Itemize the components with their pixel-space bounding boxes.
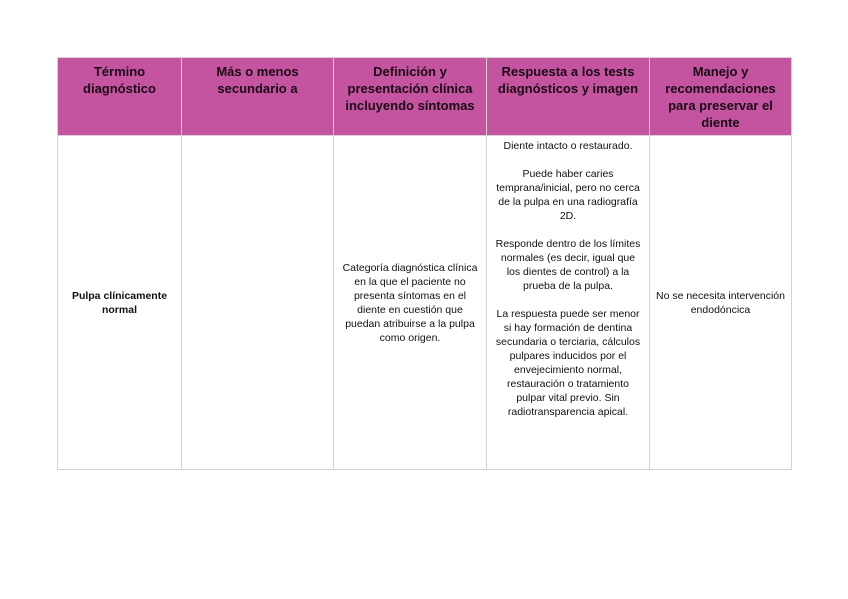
cell-definition: Categoría diagnóstica clínica en la que el paciente no presenta síntomas en el diente en cuestión que puedan atribuirse a la pulpa como origen.: [334, 136, 487, 470]
diagnosis-table: [57, 57, 792, 470]
header-definition: Definición y presentación clínica incluyendo síntomas: [334, 58, 487, 136]
header-row: [58, 58, 792, 136]
response-paragraph: Responde dentro de los límites normales (es decir, igual que los dientes de control) a la prueba de la pulpa.: [495, 238, 641, 292]
cell-response: [487, 136, 650, 470]
cell-term: Pulpa clínicamente normal: [58, 136, 182, 470]
table-row: [58, 136, 792, 470]
header-management: Manejo y recomendaciones para preservar el diente: [650, 58, 792, 136]
header-response: Respuesta a los tests diagnósticos y imagen: [487, 58, 650, 136]
cell-management: No se necesita intervención endodóncica: [650, 136, 792, 470]
response-paragraph: La respuesta puede ser menor si hay formación de dentina secundaria o terciaria, cálculos pulpares inducidos por el envejecimiento normal, restauración o tratamiento pulpar vital previo. Sin radiotransparencia apical.: [495, 308, 641, 418]
header-secondary: Más o menos secundario a: [182, 58, 334, 136]
header-term: Término diagnóstico: [58, 58, 182, 136]
response-paragraph: Diente intacto o restaurado.: [503, 140, 633, 152]
cell-secondary: [182, 136, 334, 470]
response-paragraph: Puede haber caries temprana/inicial, pero no cerca de la pulpa en una radiografía 2D.: [496, 168, 640, 222]
